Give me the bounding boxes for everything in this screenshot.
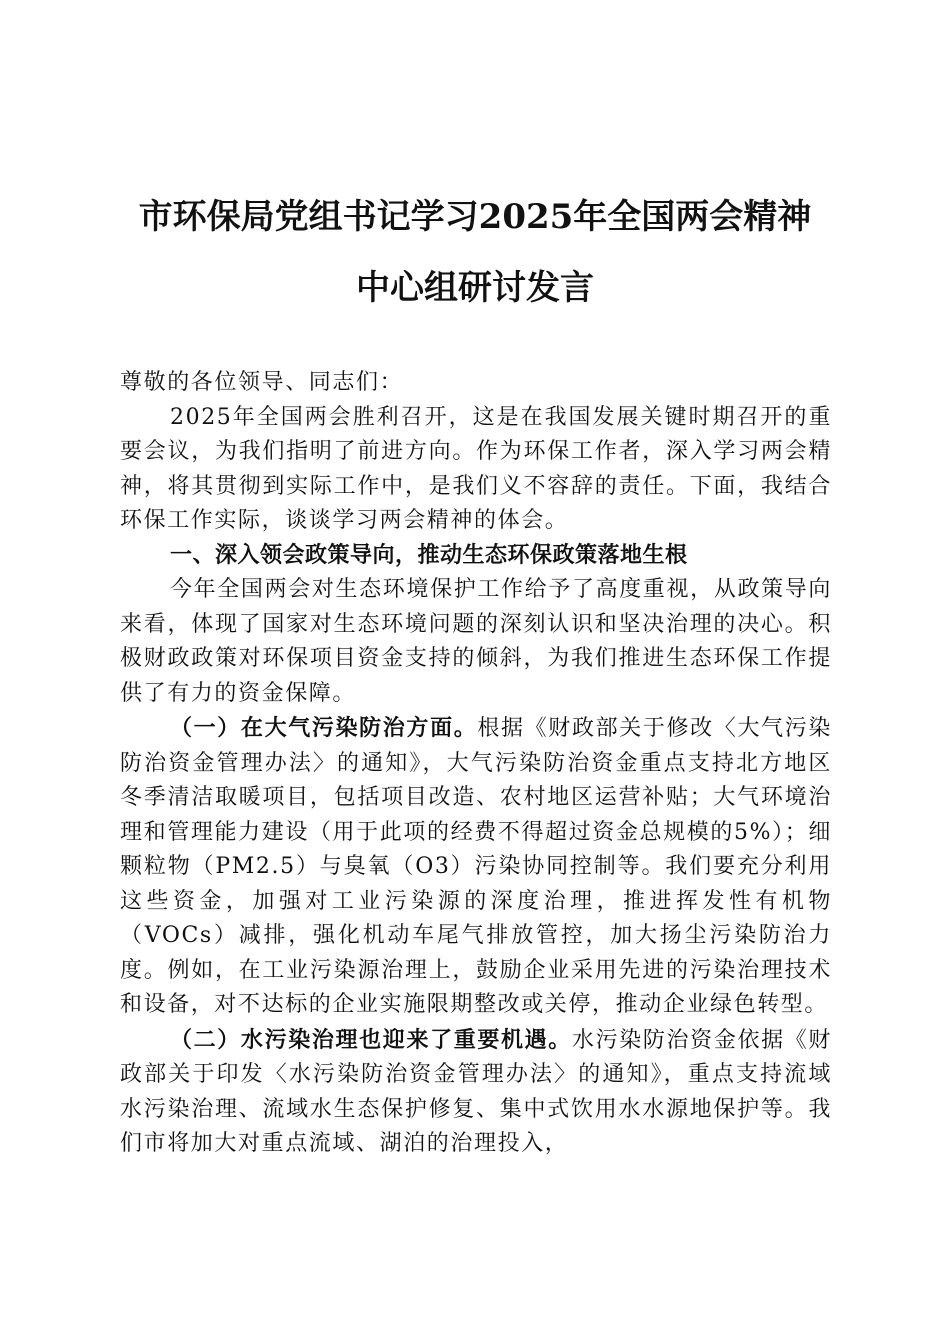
section-heading-1: 一、深入领会政策导向，推动生态环保政策落地生根 xyxy=(170,542,688,568)
paragraph-water-pollution-text: 水污染防治资金依据《财政部关于印发〈水污染防治资金管理办法〉的通知》，重点支持流域水污染治理、流域水生态保护修复、集中式饮用水水源地保护等。我们市将加大对重点流域、湖泊的治理投入， xyxy=(120,1027,832,1156)
subheading-water-pollution: （二）水污染治理也迎来了重要机遇。 xyxy=(170,1026,572,1053)
document-title-line-1: 市环保局党组书记学习2025年全国两会精神 xyxy=(138,197,812,237)
paragraph-water-pollution xyxy=(120,1023,832,1162)
document-body xyxy=(120,366,832,1162)
paragraph-policy: 今年全国两会对生态环境保护工作给予了高度重视，从政策导向来看，体现了国家对生态环境问题的深刻认识和坚决治理的决心。积极财政政策对环保项目资金支持的倾斜，为我们推进生态环保工作提供了有力的资金保障。 xyxy=(120,577,832,706)
salutation: 尊敬的各位领导、同志们： xyxy=(120,370,404,395)
paragraph-air-pollution-text: 根据《财政部关于修改〈大气污染防治资金管理办法〉的通知》，大气污染防治资金重点支持北方地区冬季清洁取暖项目，包括项目改造、农村地区运营补贴；大气环境治理和管理能力建设（用于此项的经费不得超过资金总规模的5%）；细颗粒物（PM2.5）与臭氧（O3）污染协同控制等。我们要充分利用这些资金，加强对工业污染源的深度治理，推进挥发性有机物（VOCs）减排，强化机动车尾气排放管控，加大扬尘污染防治力度。例如，在工业污染源治理上，鼓励企业采用先进的污染治理技术和设备，对不达标的企业实施限期整改或关停，推动企业绿色转型。 xyxy=(120,716,832,1017)
document-title-line-2: 中心组研讨发言 xyxy=(356,268,594,308)
subheading-air-pollution: （一）在大气污染防治方面。 xyxy=(170,715,478,741)
paragraph-intro: 2025年全国两会胜利召开，这是在我国发展关键时期召开的重要会议，为我们指明了前进方向。作为环保工作者，深入学习两会精神，将其贯彻到实际工作中，是我们义不容辞的责任。下面，我结合环保工作实际，谈谈学习两会精神的体会。 xyxy=(120,404,832,533)
paragraph-air-pollution xyxy=(120,711,832,1023)
